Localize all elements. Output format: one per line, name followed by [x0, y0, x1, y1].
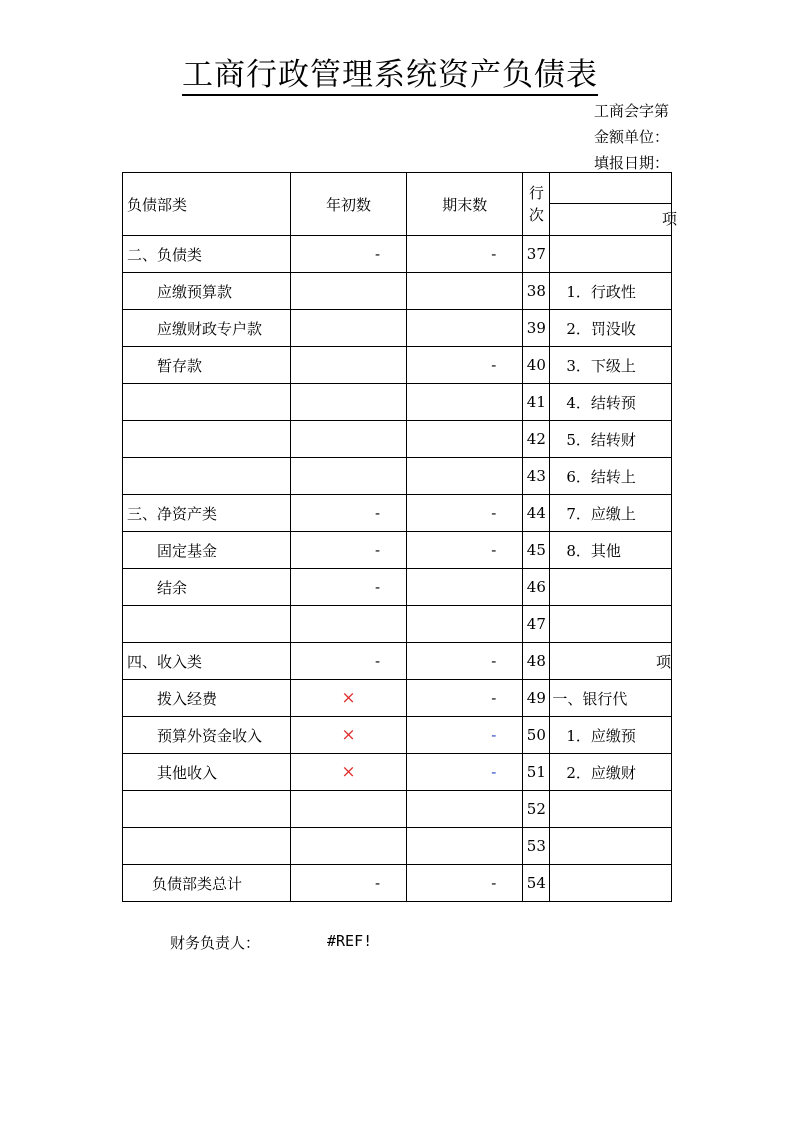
amount-unit-label: 金额单位：: [594, 128, 670, 146]
header-category: 负债部类: [123, 173, 291, 236]
row-period-end-cell[interactable]: -: [407, 236, 523, 273]
row-item-cell[interactable]: 4．结转预: [550, 384, 672, 421]
row-number-cell: 44: [523, 495, 550, 532]
row-item-cell[interactable]: 1．行政性: [550, 273, 672, 310]
row-year-start-cell[interactable]: [290, 384, 406, 421]
row-item-cell[interactable]: 项: [550, 643, 672, 680]
row-number-cell: 42: [523, 421, 550, 458]
table-row: [123, 606, 672, 643]
row-item-cell[interactable]: [550, 606, 672, 643]
row-category-cell[interactable]: [123, 458, 291, 495]
row-number-cell: 54: [523, 865, 550, 902]
row-category-cell[interactable]: 应缴预算款: [123, 273, 291, 310]
table-row: [123, 310, 672, 347]
row-year-start-cell[interactable]: [290, 421, 406, 458]
row-year-start-cell[interactable]: -: [290, 643, 406, 680]
row-period-end-cell[interactable]: -: [407, 495, 523, 532]
table-row: [123, 791, 672, 828]
row-year-start-cell[interactable]: -: [290, 865, 406, 902]
table-row: [123, 828, 672, 865]
row-item-cell[interactable]: 2．罚没收: [550, 310, 672, 347]
row-year-start-cell[interactable]: [290, 458, 406, 495]
table-row: [123, 569, 672, 606]
row-period-end-cell[interactable]: [407, 384, 523, 421]
table-row: [123, 495, 672, 532]
row-category-cell[interactable]: 三、净资产类: [123, 495, 291, 532]
row-number-cell: 37: [523, 236, 550, 273]
table-row: [123, 421, 672, 458]
row-year-start-cell[interactable]: -: [290, 569, 406, 606]
row-category-cell[interactable]: 应缴财政专户款: [123, 310, 291, 347]
row-period-end-cell[interactable]: [407, 458, 523, 495]
sheet-grid: [122, 172, 677, 902]
row-year-start-cell[interactable]: -: [290, 236, 406, 273]
row-item-cell[interactable]: 一、银行代: [550, 680, 672, 717]
row-period-end-cell[interactable]: -: [407, 754, 523, 791]
row-year-start-cell[interactable]: [290, 791, 406, 828]
table-row: [123, 680, 672, 717]
finance-officer-label: 财务负责人：: [170, 934, 261, 952]
row-category-cell[interactable]: 二、负债类: [123, 236, 291, 273]
row-number-cell: 43: [523, 458, 550, 495]
row-year-start-cell[interactable]: [290, 273, 406, 310]
header-period-end: 期末数: [407, 173, 523, 236]
row-period-end-cell[interactable]: -: [407, 643, 523, 680]
header-row-number-text: 行次: [528, 184, 544, 224]
row-year-start-cell[interactable]: [290, 347, 406, 384]
row-item-cell[interactable]: [550, 828, 672, 865]
row-category-cell[interactable]: [123, 828, 291, 865]
row-category-cell[interactable]: 四、收入类: [123, 643, 291, 680]
row-number-cell: 48: [523, 643, 550, 680]
row-period-end-cell[interactable]: [407, 791, 523, 828]
row-period-end-cell[interactable]: -: [407, 717, 523, 754]
row-category-cell[interactable]: [123, 421, 291, 458]
row-number-cell: 46: [523, 569, 550, 606]
row-category-cell[interactable]: [123, 384, 291, 421]
report-date-label: 填报日期：: [594, 154, 670, 172]
row-year-start-cell[interactable]: [290, 310, 406, 347]
finance-officer-value: #REF!: [327, 932, 373, 950]
document-number-label: 工商会字第: [594, 102, 670, 120]
table-row: [123, 236, 672, 273]
table-row: [123, 754, 672, 791]
row-period-end-cell[interactable]: [407, 421, 523, 458]
row-item-cell[interactable]: 5．结转财: [550, 421, 672, 458]
table-row: [123, 384, 672, 421]
report-title: 工商行政管理系统资产负债表: [182, 56, 598, 96]
header-row-number: [523, 173, 550, 236]
row-item-cell[interactable]: 1．应缴预: [550, 717, 672, 754]
row-item-cell[interactable]: 3．下级上: [550, 347, 672, 384]
table-row: [123, 532, 672, 569]
row-item-cell[interactable]: 7．应缴上: [550, 495, 672, 532]
row-item-cell[interactable]: 8．其他: [550, 532, 672, 569]
row-item-cell[interactable]: [550, 236, 672, 273]
row-category-cell[interactable]: [123, 606, 291, 643]
row-number-cell: 53: [523, 828, 550, 865]
row-category-cell[interactable]: 固定基金: [123, 532, 291, 569]
balance-sheet-table: [122, 172, 677, 902]
table-row: [123, 643, 672, 680]
header-row: [123, 173, 672, 236]
row-category-cell[interactable]: 拨入经费: [123, 680, 291, 717]
row-number-cell: 51: [523, 754, 550, 791]
row-period-end-cell[interactable]: [407, 310, 523, 347]
row-category-cell[interactable]: [123, 791, 291, 828]
row-period-end-cell[interactable]: [407, 828, 523, 865]
row-item-cell[interactable]: [550, 791, 672, 828]
row-item-cell[interactable]: 2．应缴财: [550, 754, 672, 791]
table-row: [123, 273, 672, 310]
header-item-top: [550, 173, 671, 204]
row-year-start-cross-mark[interactable]: ×: [290, 680, 406, 717]
row-period-end-cell[interactable]: [407, 606, 523, 643]
row-year-start-cell[interactable]: -: [290, 495, 406, 532]
row-item-cell[interactable]: [550, 865, 672, 902]
table-row: [123, 458, 672, 495]
row-number-cell: 40: [523, 347, 550, 384]
row-number-cell: 50: [523, 717, 550, 754]
row-category-cell[interactable]: 暂存款: [123, 347, 291, 384]
header-item-label: 项: [661, 210, 677, 228]
row-year-start-cell[interactable]: -: [290, 532, 406, 569]
header-item: [550, 173, 677, 236]
row-year-start-cell[interactable]: [290, 606, 406, 643]
row-period-end-cell[interactable]: -: [407, 532, 523, 569]
row-category-cell[interactable]: 负债部类总计: [123, 865, 291, 902]
row-period-end-cell[interactable]: -: [407, 865, 523, 902]
row-number-cell: 38: [523, 273, 550, 310]
row-year-start-cross-mark[interactable]: ×: [290, 754, 406, 791]
row-category-cell[interactable]: 其他收入: [123, 754, 291, 791]
table-row: [123, 717, 672, 754]
row-category-cell[interactable]: 预算外资金收入: [123, 717, 291, 754]
row-number-cell: 41: [523, 384, 550, 421]
row-year-start-cross-mark[interactable]: ×: [290, 717, 406, 754]
row-number-cell: 49: [523, 680, 550, 717]
row-period-end-cell[interactable]: [407, 569, 523, 606]
table-row: [123, 865, 672, 902]
row-item-cell[interactable]: 6．结转上: [550, 458, 672, 495]
row-period-end-cell[interactable]: [407, 273, 523, 310]
row-period-end-cell[interactable]: -: [407, 680, 523, 717]
row-number-cell: 45: [523, 532, 550, 569]
row-year-start-cell[interactable]: [290, 828, 406, 865]
row-item-cell[interactable]: [550, 569, 672, 606]
row-category-cell[interactable]: 结余: [123, 569, 291, 606]
header-year-start: 年初数: [290, 173, 406, 236]
row-period-end-cell[interactable]: -: [407, 347, 523, 384]
row-number-cell: 52: [523, 791, 550, 828]
row-number-cell: 39: [523, 310, 550, 347]
table-row: [123, 347, 672, 384]
row-number-cell: 47: [523, 606, 550, 643]
